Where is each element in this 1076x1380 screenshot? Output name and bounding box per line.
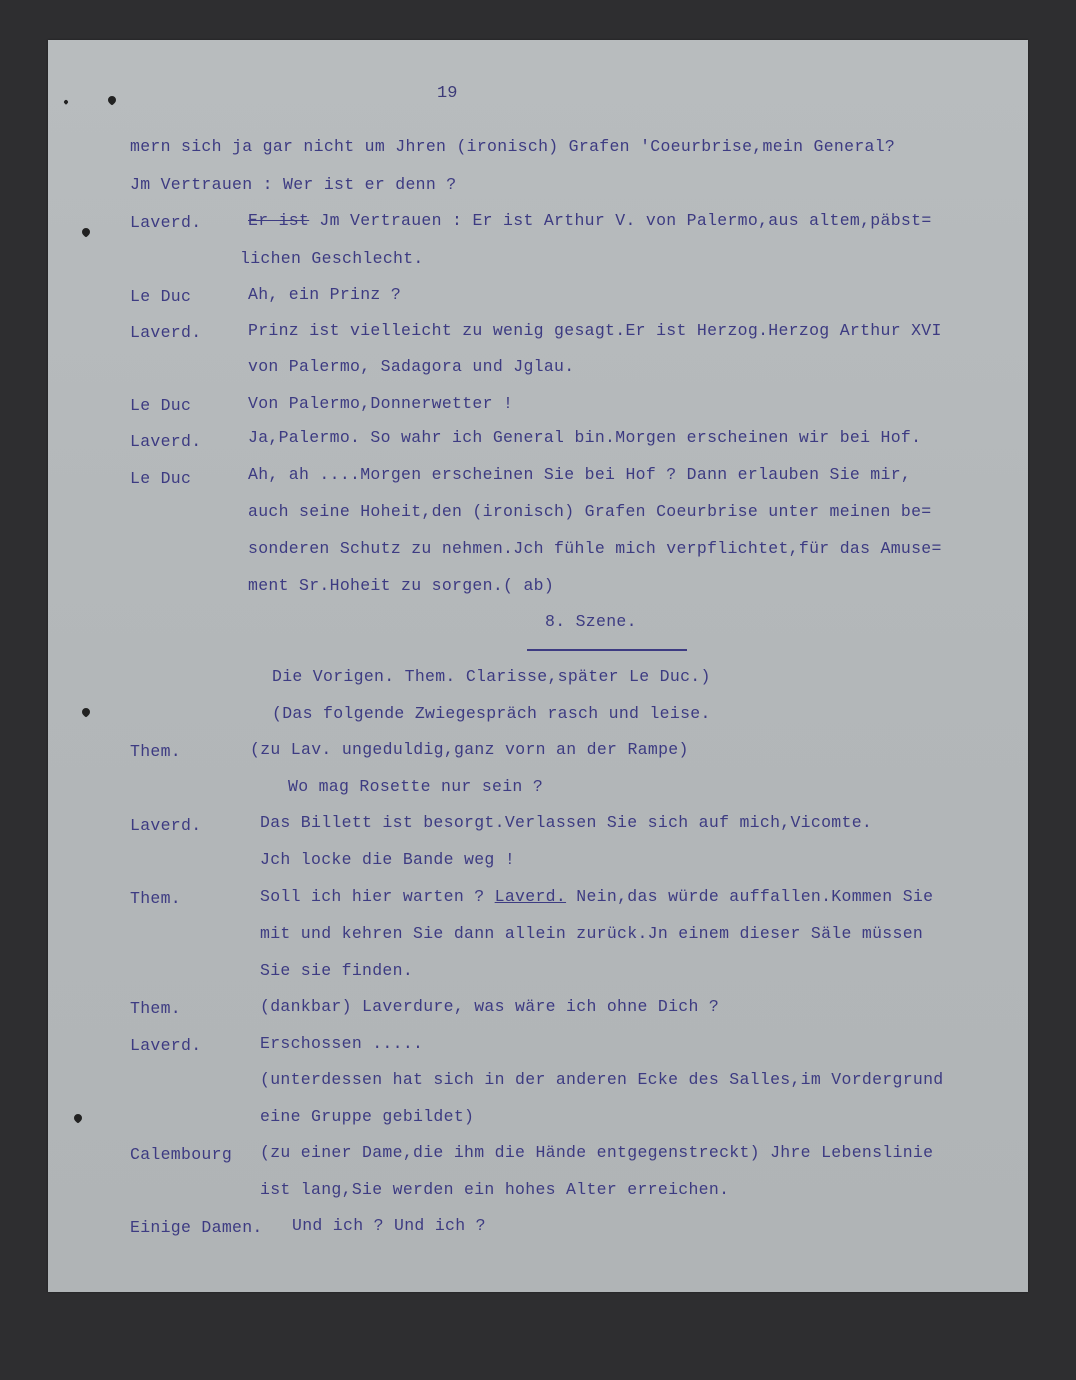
page-number: 19 [437, 84, 458, 103]
text-line: von Palermo, Sadagora und Jglau. [248, 357, 575, 376]
struck-text: Er ist [248, 211, 310, 230]
text-line: Ja,Palermo. So wahr ich General bin.Morgen erscheinen wir bei Hof. [248, 428, 922, 447]
speaker-name: Le Duc [130, 287, 192, 306]
text-line: Das Billett ist besorgt.Verlassen Sie sich auf mich,Vicomte. [260, 813, 873, 832]
speaker-name: Calembourg [130, 1145, 233, 1164]
text-line: Prinz ist vielleicht zu wenig gesagt.Er ist Herzog.Herzog Arthur XVI [248, 321, 942, 340]
scene-heading: 8. Szene. [545, 612, 637, 631]
speaker-name: Them. [130, 889, 182, 908]
text-line: sonderen Schutz zu nehmen.Jch fühle mich verpflichtet,für das Amuse= [248, 539, 942, 558]
text-line: Wo mag Rosette nur sein ? [288, 777, 544, 796]
text-line: Sie sie finden. [260, 961, 414, 980]
text-line: eine Gruppe gebildet) [260, 1107, 475, 1126]
speaker-name: Them. [130, 999, 182, 1018]
text-line [248, 211, 932, 230]
text-line: (Das folgende Zwiegespräch rasch und leise. [272, 704, 711, 723]
text-line: ist lang,Sie werden ein hohes Alter erreichen. [260, 1180, 730, 1199]
line-text: Jm Vertrauen : Er ist Arthur V. von Palermo,aus altem,päbst= [309, 211, 932, 230]
text-line: auch seine Hoheit,den (ironisch) Grafen Coeurbrise unter meinen be= [248, 502, 932, 521]
speaker-name: Le Duc [130, 469, 192, 488]
text-line: Jch locke die Bande weg ! [260, 850, 516, 869]
text-line: ment Sr.Hoheit zu sorgen.( ab) [248, 576, 555, 595]
speaker-name: Laverd. [130, 432, 202, 451]
text-line: mit und kehren Sie dann allein zurück.Jn einem dieser Säle müssen [260, 924, 924, 943]
text-line: Von Palermo,Donnerwetter ! [248, 394, 514, 413]
text-line: Und ich ? Und ich ? [292, 1216, 486, 1235]
text-line: (unterdessen hat sich in der anderen Ecke des Salles,im Vordergrund [260, 1070, 944, 1089]
speaker-name: Laverd. [130, 213, 202, 232]
text-line: Erschossen ..... [260, 1034, 424, 1053]
scene-divider [527, 649, 687, 651]
speaker-name: Laverd. [130, 323, 202, 342]
text-line: Jm Vertrauen : Wer ist er denn ? [130, 175, 457, 194]
line-text: Nein,das würde auffallen.Kommen Sie [566, 887, 934, 906]
text-line: (zu Lav. ungeduldig,ganz vorn an der Rampe) [250, 740, 689, 759]
speaker-name: Einige Damen. [130, 1218, 263, 1237]
text-line [260, 887, 933, 906]
text-line: Die Vorigen. Them. Clarisse,später Le Duc.) [272, 667, 711, 686]
underlined-text: Laverd. [494, 887, 567, 906]
line-text: Soll ich hier warten ? [260, 887, 495, 906]
speaker-name: Laverd. [130, 1036, 202, 1055]
speaker-name: Laverd. [130, 816, 202, 835]
text-line: (zu einer Dame,die ihm die Hände entgegenstreckt) Jhre Lebenslinie [260, 1143, 934, 1162]
speaker-name: Them. [130, 742, 182, 761]
speaker-name: Le Duc [130, 396, 192, 415]
text-line: mern sich ja gar nicht um Jhren (ironisch) Grafen 'Coeurbrise,mein General? [130, 137, 896, 156]
text-line: Ah, ah ....Morgen erscheinen Sie bei Hof ? Dann erlauben Sie mir, [248, 465, 912, 484]
text-line: (dankbar) Laverdure, was wäre ich ohne Dich ? [260, 997, 720, 1016]
text-line: lichen Geschlecht. [240, 249, 424, 268]
text-line: Ah, ein Prinz ? [248, 285, 402, 304]
